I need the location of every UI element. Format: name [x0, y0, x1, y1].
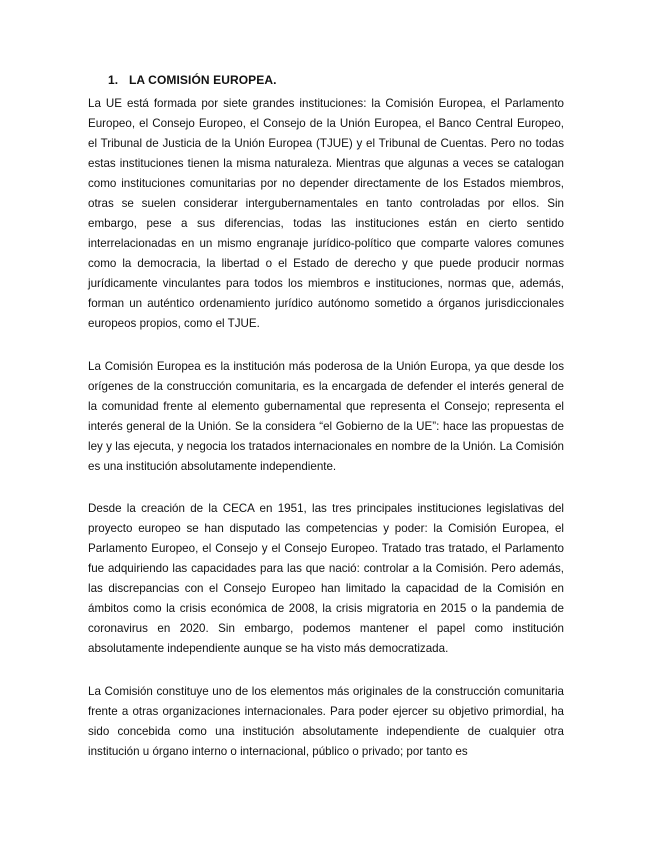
section-heading [108, 72, 277, 88]
paragraph-commission-power: La Comisión Europea es la institución más poderosa de la Unión Europa, ya que desde los orígenes de la construcción comunitaria, es la encargada de defender el interés general de la comunidad frente al elemento gubernamental que representa el Consejo; representa el interés general de la Unión. Se la considera “el Gobierno de la UE”: hace las propuestas de ley y las ejecuta, y negocia los tratados internacionales en nombre de la Unión. La Comisión es una institución absolutamente independiente. [88, 360, 564, 473]
paragraph-ceca-history: Desde la creación de la CECA en 1951, las tres principales instituciones legislativas del proyecto europeo se han disputado las competencias y poder: la Comisión Europea, el Parlamento Europeo, el Consejo y el Consejo Europeo. Tratado tras tratado, el Parlamento fue adquiriendo las capacidades para las que nació: controlar a la Comisión. Pero además, las discrepancias con el Consejo Europeo han limitado la capacidad de la Comisión en ámbitos como la crisis económica de 2008, la crisis migratoria en 2015 o la pandemia de coronavirus en 2020. Sin embargo, podemos mantener el papel como institución absolutamente independiente aunque se ha visto más democratizada. [88, 502, 564, 655]
section-number: 1. [108, 73, 119, 87]
paragraph-commission-independence: La Comisión constituye uno de los elementos más originales de la construcción comunitaria frente a otras organizaciones internacionales. Para poder ejercer su objetivo primordial, ha sido concebida como una institución absolutamente independiente de cualquier otra institución u órgano interno o internacional, público o privado; por tanto es [88, 685, 564, 758]
section-title: LA COMISIÓN EUROPEA. [129, 73, 277, 87]
paragraph-institutions: La UE está formada por siete grandes instituciones: la Comisión Europea, el Parlamento Europeo, el Consejo Europeo, el Consejo de la Unión Europea, el Banco Central Europeo, el Tribunal de Justicia de la Unión Europea (TJUE) y el Tribunal de Cuentas. Pero no todas estas instituciones tienen la misma naturaleza. Mientras que algunas a veces se catalogan como instituciones comunitarias por no depender directamente de los Estados miembros, otras se suelen considerar intergubernamentales en tanto controladas por ellos. Sin embargo, pese a sus diferencias, todas las instituciones están en cierto sentido interrelacionadas en un mismo engranaje jurídico-político que comparte valores comunes como la democracia, la libertad o el Estado de derecho y que puede producir normas jurídicamente vinculantes para todos los miembros e instituciones, normas que, además, forman un auténtico ordenamiento jurídico autónomo sometido a órganos jurisdiccionales europeos propios, como el TJUE. [88, 97, 564, 330]
